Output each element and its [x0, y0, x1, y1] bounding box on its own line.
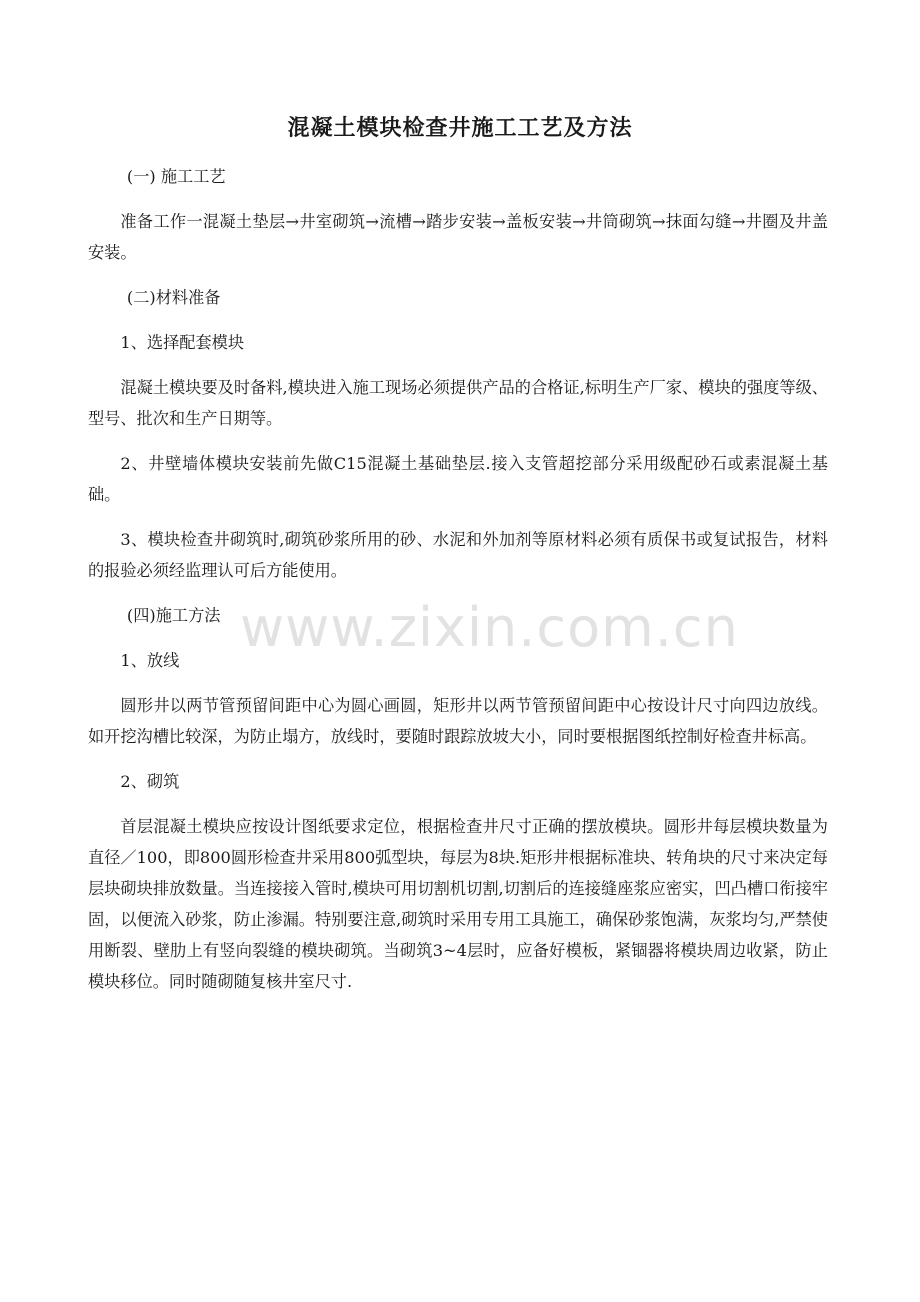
paragraph-process-steps: 准备工作一混凝土垫层→井室砌筑→流槽→踏步安装→盖板安装→井筒砌筑→抹面勾缝→井圈及井盖安装。 — [88, 212, 828, 262]
subheading-layout: 1、放线 — [120, 651, 180, 670]
paragraph-mortar-materials: 3、模块检查井砌筑时,砌筑砂浆所用的砂、水泥和外加剂等原材料必须有质保书或复试报告，材料的报验必须经监理认可后方能使用。 — [88, 530, 828, 580]
section-heading-construction-method: (四)施工方法 — [126, 606, 221, 625]
section-heading-material-preparation: (二)材料准备 — [126, 288, 221, 307]
paragraph-base-cushion: 2、井壁墙体模块安装前先做C15混凝土基础垫层.接入支管超挖部分采用级配砂石或素混凝土基础。 — [88, 454, 828, 504]
paragraph-masonry-details: 首层混凝土模块应按设计图纸要求定位，根据检查井尺寸正确的摆放模块。圆形井每层模块数量为直径／100，即800圆形检查井采用800弧型块，每层为8块.矩形井根据标准块、转角块的尺寸来决定每层块砌块排放数量。当连接接入管时,模块可用切割机切割,切割后的连接缝座浆应密实，凹凸槽口衔接牢固，以便流入砂浆，防止渗漏。特别要注意,砌筑时采用专用工具施工，确保砂浆饱满，灰浆均匀,严禁使用断裂、壁肋上有竖向裂缝的模块砌筑。当砌筑3~4层时，应备好模板，紧锢器将模块周边收紧，防止模块移位。同时随砌随复核井室尺寸. — [88, 817, 828, 991]
watermark: www.zixin.com.cn — [240, 596, 739, 659]
subheading-masonry: 2、砌筑 — [120, 772, 180, 791]
paragraph-layout-details: 圆形井以两节管预留间距中心为圆心画圆，矩形井以两节管预留间距中心按设计尺寸向四边放线。如开挖沟槽比较深，为防止塌方，放线时，要随时跟踪放坡大小，同时要根据图纸控制好检查井标高。 — [88, 696, 828, 746]
section-heading-construction-process: (一) 施工工艺 — [126, 167, 226, 186]
subheading-select-modules: 1、选择配套模块 — [120, 333, 245, 352]
paragraph-module-stock: 混凝土模块要及时备料,模块进入施工现场必须提供产品的合格证,标明生产厂家、模块的强度等级、型号、批次和生产日期等。 — [88, 378, 828, 428]
document-title: 混凝土模块检查井施工工艺及方法 — [287, 115, 633, 141]
document-body — [88, 161, 828, 997]
